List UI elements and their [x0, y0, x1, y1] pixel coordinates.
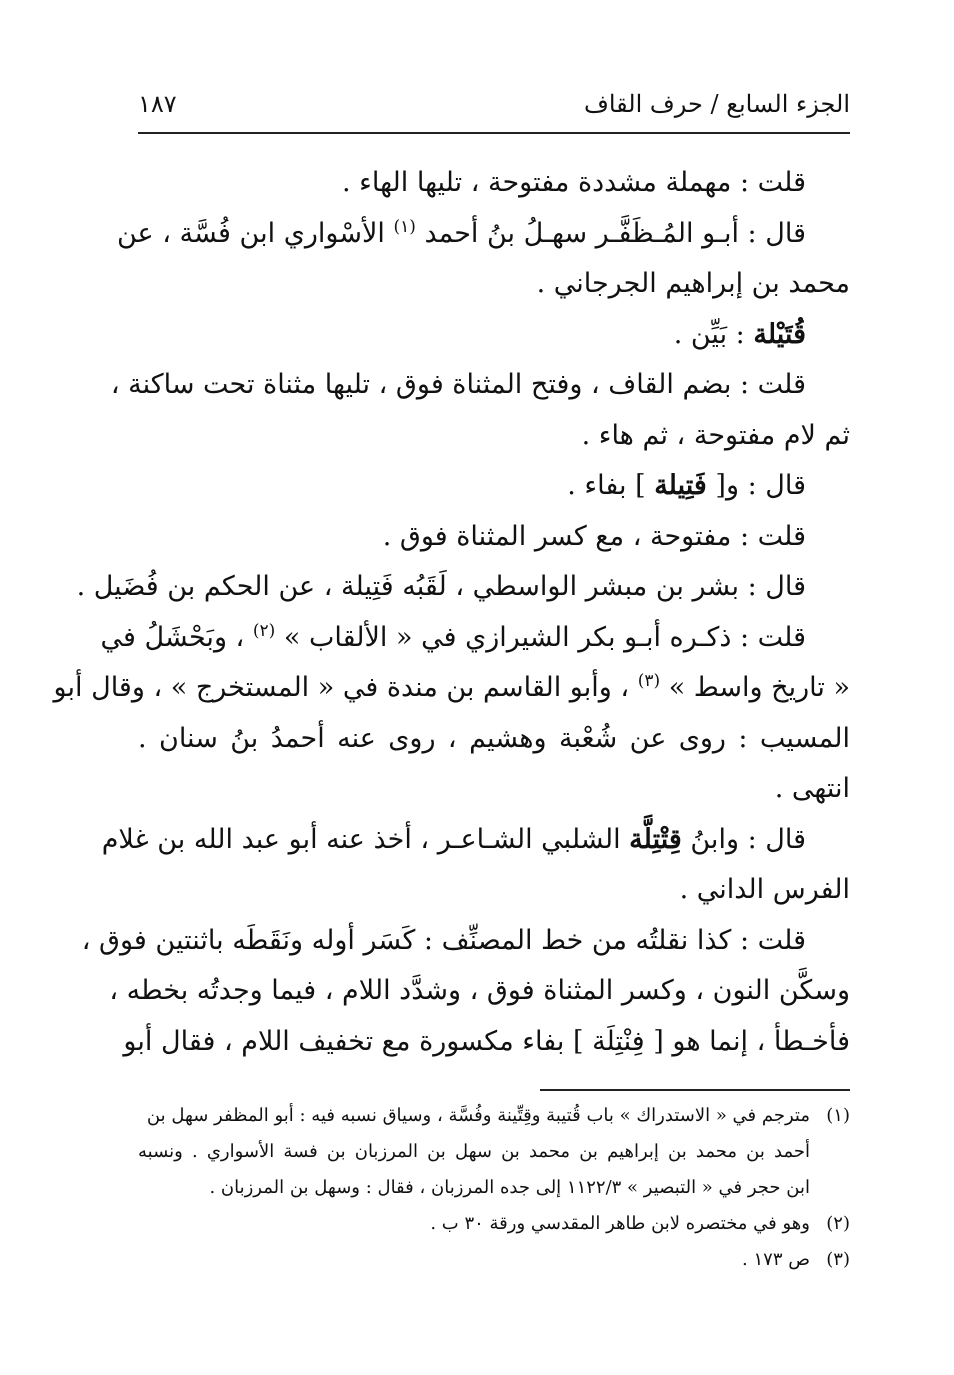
text-line: [138, 714, 850, 765]
text-line: [138, 411, 850, 462]
text-line: [138, 158, 850, 209]
text: قال : أبـو المُـظَفَّـر سهـلُ بنُ أحمد: [415, 217, 806, 249]
footnote-ref-2: (٢): [252, 620, 276, 641]
entry-headword: قُتَيْلة: [753, 318, 806, 350]
text: قلت : ذكـره أبـو بكر الشيرازي في « الألقاب »: [275, 621, 806, 653]
header-rule: [138, 132, 850, 134]
text-line: [123, 1017, 850, 1068]
text: الأسْواري ابن فُسَّة ، عن: [116, 217, 394, 249]
text: قال : و[: [706, 470, 806, 501]
text: الشلبي الشـاعـر ، أخذ عنه أبو عبد الله بن غلام: [101, 823, 630, 855]
text-line: [116, 209, 850, 260]
text: قلت : بضم القاف ، وفتح المثناة فوق ، تليها مثناة تحت ساكنة ،: [110, 369, 806, 400]
text-line: [138, 310, 850, 361]
text: قلت : مفتوحة ، مع كسر المثناة فوق .: [382, 520, 806, 552]
text: انتهى .: [774, 773, 850, 804]
text: قال : بشر بن مبشر الواسطي ، لَقَبُه فَتِيلة ، عن الحكم بن فُضَيل .: [76, 571, 806, 602]
footnote-number: (١): [826, 1105, 850, 1126]
text-line: [100, 613, 850, 664]
footnote-number: (٣): [826, 1249, 850, 1270]
text-line: [138, 259, 850, 310]
text-line: [138, 512, 850, 563]
text: « تاريخ واسط »: [660, 672, 850, 703]
footnote-ref-3: (٣): [637, 671, 661, 691]
footnote-text: ص ١٧٣ .: [742, 1249, 810, 1270]
entry-headword: فَتِيلة: [654, 470, 707, 501]
footnote-rule: [540, 1089, 850, 1091]
text-line: [101, 815, 850, 866]
page-number: ١٨٧: [138, 90, 177, 118]
text: محمد بن إبراهيم الجرجاني .: [536, 268, 850, 299]
footnote-text: مترجم في « الاستدراك » باب قُتيبة وقِتِّينة وفُسَّة ، وسياق نسبه فيه : أبو المظفر سهل بن: [146, 1105, 810, 1126]
footnote-2: [138, 1206, 850, 1242]
footnote-1-continuation: أحمد بن محمد بن إبراهيم بن محمد بن سهل بن المرزبان بن فسة الأسواري . ونسبه: [138, 1141, 810, 1162]
body-text: [53, 158, 850, 1067]
header-title: الجزء السابع / حرف القاف: [583, 90, 850, 118]
footnotes: [138, 1098, 850, 1278]
text: ] بفاء .: [567, 470, 655, 501]
bracketed-word: فِنْتِلَة: [592, 1025, 645, 1057]
text: الفرس الداني .: [679, 874, 850, 905]
text-line: [53, 663, 850, 714]
text-line: [138, 764, 850, 815]
text-line: [138, 461, 850, 512]
text: قال : وابنُ: [681, 823, 806, 855]
entry-headword: قِتْتِلَّة: [629, 823, 682, 855]
text-line: [110, 360, 850, 411]
text: : بَيِّن .: [673, 318, 754, 350]
footnote-1: [138, 1098, 850, 1134]
running-header: [138, 82, 850, 126]
text: فأخـطأ ، إنما هو [: [644, 1025, 850, 1057]
footnote-1-continuation: ابن حجر في « التبصير » ١١٢٢/٣ إلى جده المرزبان ، فقال : وسهل بن المرزبان .: [209, 1177, 810, 1198]
text-line: [109, 966, 850, 1017]
text: وسكَّن النون ، وكسر المثناة فوق ، وشدَّد اللام ، فيما وجدتُه بخطه ،: [109, 975, 850, 1006]
text-line: [81, 916, 850, 967]
text: ، وأبو القاسم بن مندة في « المستخرج » ، وقال أبو: [53, 672, 638, 703]
text: قلت : مهملة مشددة مفتوحة ، تليها الهاء .: [342, 167, 806, 198]
text-line: [138, 865, 850, 916]
footnote-ref-1: (١): [393, 216, 416, 237]
footnote-3: [138, 1242, 850, 1278]
text: قلت : كذا نقلتُه من خط المصنِّف : كَسَر أوله ونَقَطَه باثنتين فوق ،: [81, 924, 806, 956]
text: ] بفاء مكسورة مع تخفيف اللام ، فقال أبو: [123, 1025, 593, 1057]
footnote-number: (٢): [826, 1213, 850, 1234]
text: ، وبَحْشَلُ في: [100, 621, 253, 653]
text-line: [76, 562, 850, 613]
text: ثم لام مفتوحة ، ثم هاء .: [581, 419, 850, 451]
text: المسيب : روى عن شُعْبة وهشيم ، روى عنه أحمدُ بنُ سنان .: [138, 722, 850, 754]
footnote-text: وهو في مختصره لابن طاهر المقدسي ورقة ٣٠ ب .: [430, 1213, 810, 1234]
